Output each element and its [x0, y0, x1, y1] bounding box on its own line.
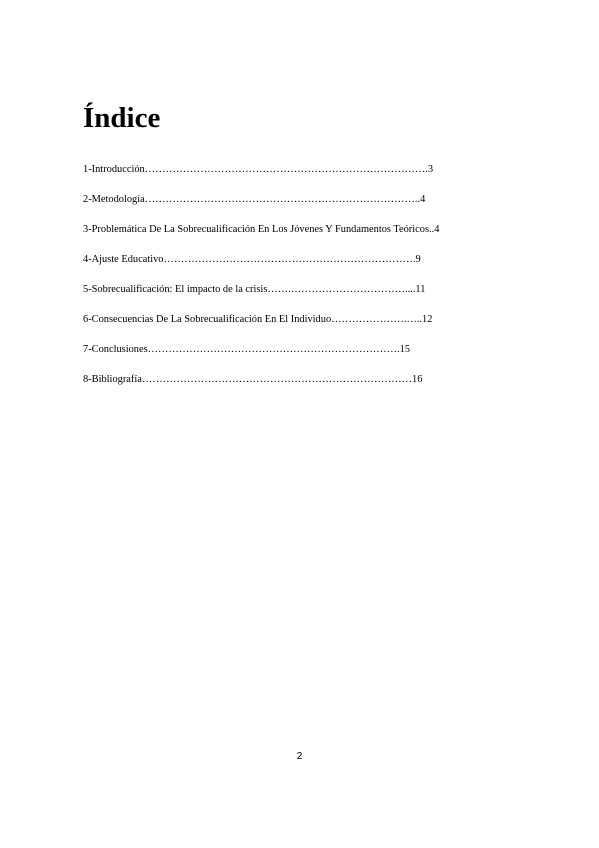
- toc-entry-consecuencias[interactable]: 6-Consecuencias De La Sobrecualificación En El Individuo………………….…..12: [83, 314, 433, 325]
- page-number: 2: [296, 751, 303, 762]
- toc-entry-problematica[interactable]: 3-Problemática De La Sobrecualificación En Los Jóvenes Y Fundamentos Teóricos..4: [83, 224, 440, 235]
- toc-entry-introduccion[interactable]: 1-Introducción……………………………………………………………………….3: [83, 164, 434, 175]
- page-title: Índice: [83, 102, 161, 134]
- table-of-contents: [83, 162, 503, 402]
- toc-entry-ajuste-educativo[interactable]: 4-Ajuste Educativo……………………………………………………………….9: [83, 254, 421, 265]
- toc-entry-bibliografia[interactable]: 8-Bibliografía……………………………………………………………………16: [83, 374, 423, 385]
- toc-entry-sobrecualificacion-crisis[interactable]: 5-Sobrecualificación: El impacto de la crisis…….……………………………....11: [83, 284, 426, 295]
- toc-entry-conclusiones[interactable]: 7-Conclusiones……………………………………………………………….15: [83, 344, 411, 355]
- toc-entry-metodologia[interactable]: 2-Metodología……………………………………………………………………..4: [83, 194, 426, 205]
